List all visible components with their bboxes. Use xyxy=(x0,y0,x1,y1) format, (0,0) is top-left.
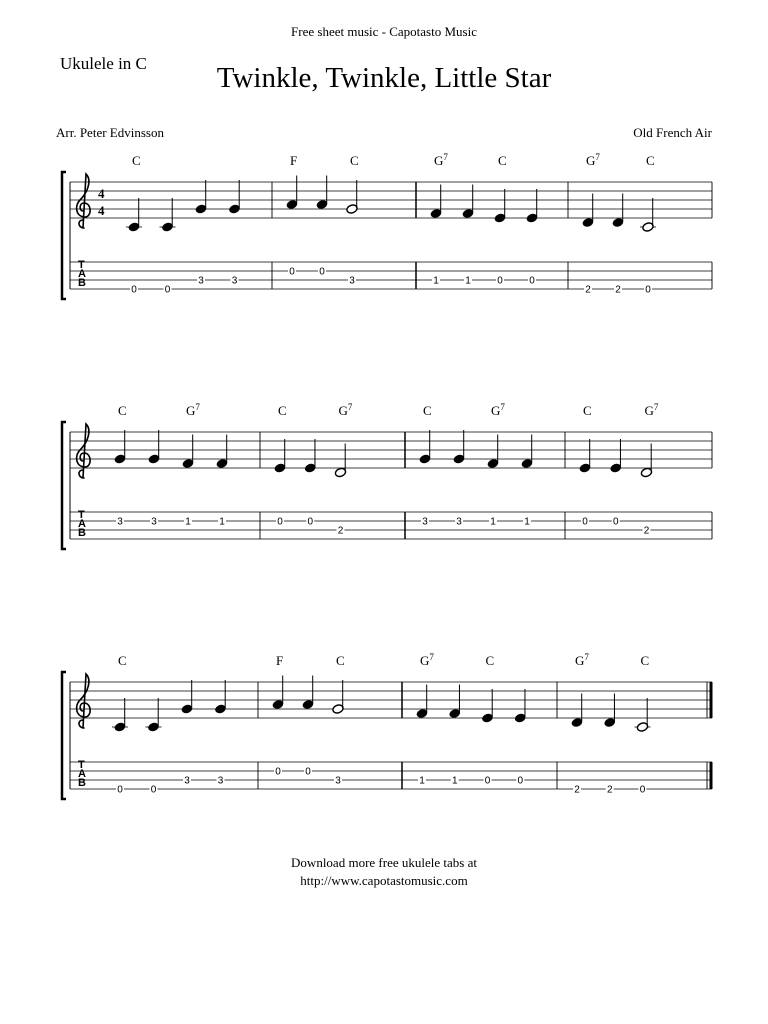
tab-fret-number: 2 xyxy=(574,784,580,796)
chord-symbol: $G^7$ xyxy=(644,402,659,418)
chord-symbol: F xyxy=(290,153,298,168)
tab-fret-number: 3 xyxy=(217,775,224,787)
chord-symbol: C xyxy=(118,653,127,668)
tab-fret-number: 3 xyxy=(422,516,428,528)
system-2 xyxy=(62,402,712,549)
tab-fret-number: 3 xyxy=(335,775,341,787)
tab-fret-number: 0 xyxy=(277,516,283,528)
chord-symbol: C xyxy=(278,403,287,418)
tab-letter: B xyxy=(78,777,86,789)
tab-fret-number: 2 xyxy=(337,525,344,537)
chord-symbol: $G^7$ xyxy=(575,652,589,668)
tab-fret-number: 0 xyxy=(639,784,646,796)
tab-fret-number: 0 xyxy=(307,516,314,528)
chord-symbol: C xyxy=(336,653,345,668)
tab-fret-number: 0 xyxy=(582,516,588,528)
tab-letter: A xyxy=(78,268,86,280)
tab-fret-number: 0 xyxy=(305,766,311,778)
tab-fret-number: 1 xyxy=(185,516,191,528)
tab-fret-number: 1 xyxy=(451,775,458,787)
system-3 xyxy=(62,652,712,799)
tab-fret-number: 1 xyxy=(219,516,225,528)
chord-symbol: C xyxy=(118,403,127,418)
chord-symbol: C xyxy=(350,153,359,168)
tab-fret-number: 2 xyxy=(643,525,650,537)
tab-fret-number: 1 xyxy=(433,275,439,287)
tab-fret-number: 1 xyxy=(465,275,471,287)
chord-symbol: $G^7$ xyxy=(586,152,600,168)
chord-symbol: C xyxy=(423,403,432,418)
arranger-credit: Arr. Peter Edvinsson xyxy=(56,125,164,140)
chord-superscript: 7 xyxy=(195,402,200,412)
footer xyxy=(0,854,768,890)
chord-symbol: C xyxy=(646,153,655,168)
footer-line-1: Download more free ukulele tabs at xyxy=(291,855,477,870)
tab-fret-number: 0 xyxy=(484,775,491,787)
tab-fret-number: 2 xyxy=(606,784,613,796)
chord-symbol: $G^7$ xyxy=(491,402,505,418)
chord-symbol: C xyxy=(640,653,650,668)
tab-letter: T xyxy=(78,509,85,521)
chord-superscript: 7 xyxy=(443,152,448,162)
chord-superscript: 7 xyxy=(500,402,505,412)
system-bracket xyxy=(62,172,66,299)
tab-letter: A xyxy=(78,518,86,530)
chord-superscript: 7 xyxy=(429,652,434,662)
tab-fret-number: 0 xyxy=(131,284,137,296)
chord-symbol: $G^7$ xyxy=(186,402,200,418)
chord-symbol: $G^7$ xyxy=(338,402,353,418)
chord-superscript: 7 xyxy=(584,652,589,662)
tab-fret-number: 3 xyxy=(349,275,355,287)
tab-letter: B xyxy=(78,527,86,539)
song-title: Twinkle, Twinkle, Little Star xyxy=(216,62,552,94)
tab-fret-number: 0 xyxy=(275,766,281,778)
tab-fret-number: 2 xyxy=(585,284,591,296)
tab-fret-number: 2 xyxy=(615,284,621,296)
chord-symbol: C xyxy=(485,653,495,668)
system-bracket xyxy=(62,672,66,799)
tab-fret-number: 0 xyxy=(164,284,171,296)
tab-fret-number: 0 xyxy=(645,284,651,296)
tab-fret-number: 0 xyxy=(319,266,325,278)
tab-fret-number: 3 xyxy=(231,275,238,287)
chord-symbol: F xyxy=(276,653,284,668)
tab-letter: T xyxy=(78,759,85,771)
tab-fret-number: 0 xyxy=(612,516,619,528)
tab-fret-number: 0 xyxy=(117,784,123,796)
chord-superscript: 7 xyxy=(347,402,353,412)
time-signature-bottom: 4 xyxy=(98,203,105,218)
tab-fret-number: 1 xyxy=(419,775,425,787)
tab-fret-number: 3 xyxy=(117,516,123,528)
system-1 xyxy=(62,152,712,299)
chord-superscript: 7 xyxy=(653,402,659,412)
chord-superscript: 7 xyxy=(595,152,600,162)
chord-symbol: $G^7$ xyxy=(420,652,434,668)
time-signature-top: 4 xyxy=(98,186,105,201)
tab-fret-number: 0 xyxy=(517,775,524,787)
tab-fret-number: 1 xyxy=(524,516,530,528)
tab-fret-number: 3 xyxy=(198,275,204,287)
chord-symbol: C xyxy=(583,403,592,418)
tab-fret-number: 0 xyxy=(150,784,157,796)
footer-link[interactable]: http://www.capotastomusic.com xyxy=(300,873,468,888)
tab-fret-number: 3 xyxy=(151,516,157,528)
chord-symbol: C xyxy=(498,153,507,168)
chord-symbol: C xyxy=(132,153,141,168)
tab-fret-number: 3 xyxy=(184,775,190,787)
tab-letter: T xyxy=(78,259,85,271)
tab-fret-number: 0 xyxy=(497,275,503,287)
header-note: Free sheet music - Capotasto Music xyxy=(291,24,477,39)
composer-credit: Old French Air xyxy=(633,125,712,140)
tab-fret-number: 0 xyxy=(289,266,295,278)
system-bracket xyxy=(62,422,66,549)
tab-letter: B xyxy=(78,277,86,289)
chord-symbol: $G^7$ xyxy=(434,152,448,168)
tab-fret-number: 3 xyxy=(456,516,462,528)
tab-letter: A xyxy=(78,768,86,780)
instrument-label: Ukulele in C xyxy=(60,54,147,73)
tab-fret-number: 1 xyxy=(490,516,496,528)
tab-fret-number: 0 xyxy=(529,275,535,287)
